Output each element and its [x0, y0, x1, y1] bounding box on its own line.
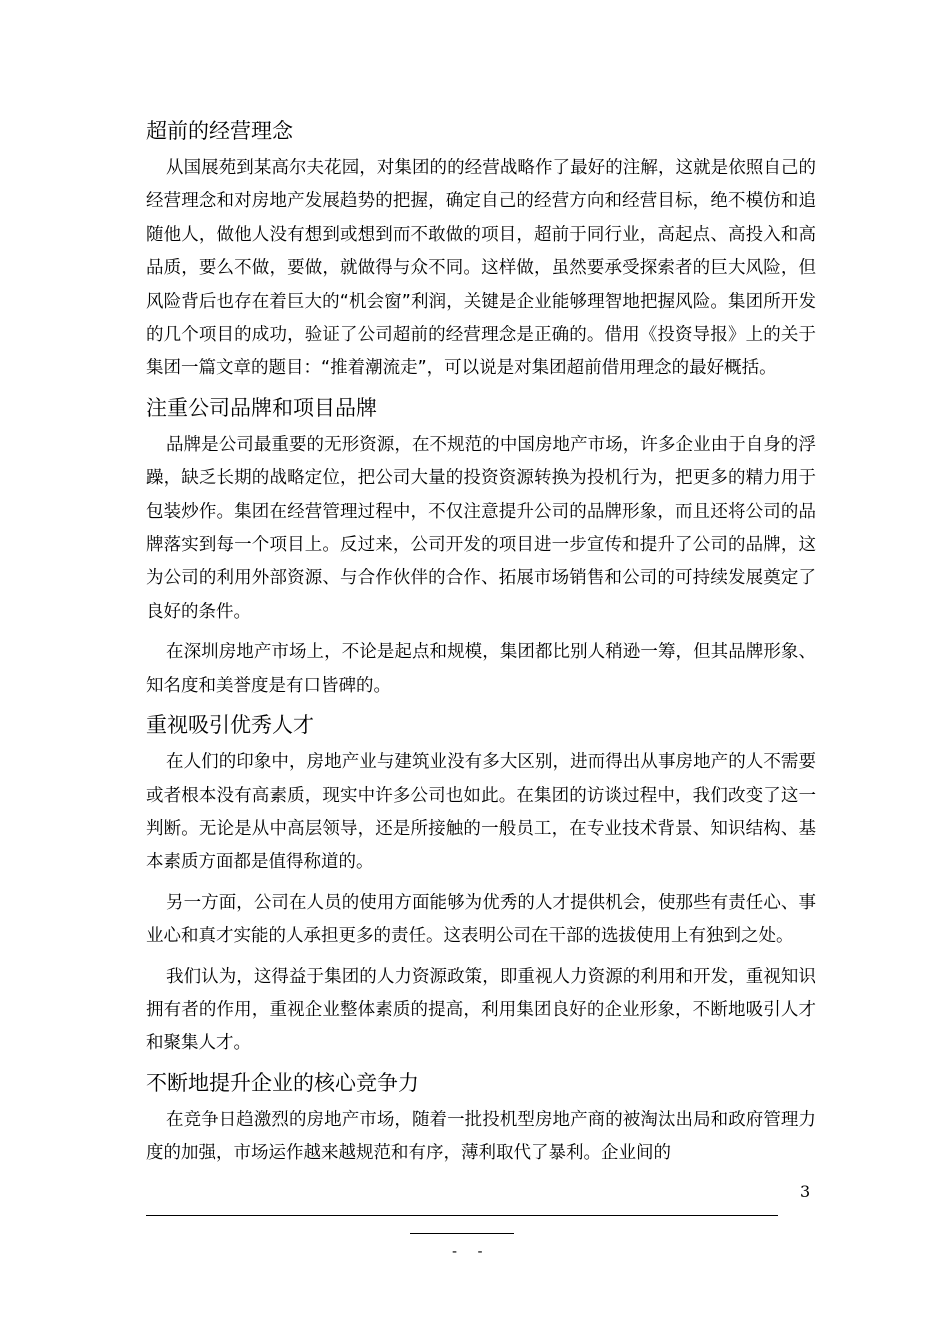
paragraph: 我们认为，这得益于集团的人力资源政策，即重视人力资源的利用和开发，重视知识拥有者的作用，重视企业整体素质的提高，利用集团良好的企业形象，不断地吸引人才和聚集人才。: [146, 966, 816, 1054]
paragraph: 品牌是公司最重要的无形资源，在不规范的中国房地产市场，许多企业由于自身的浮躁，缺乏长期的战略定位，把公司大量的投资资源转换为投机行为，把更多的精力用于包装炒作。集团在经营管理过程中，不仅注意提升公司的品牌形象，而且还将公司的品牌落实到每一个项目上。反过来，公司开发的项目进一步宣传和提升了公司的品牌，这为公司的利用外部资源、与合作伙伴的合作、拓展市场销售和公司的可持续发展奠定了良好的条件。: [146, 434, 816, 622]
section-heading: 超前的经营理念: [146, 119, 293, 143]
footer-short-divider: [410, 1233, 514, 1234]
paragraph: 在竞争日趋激烈的房地产市场，随着一批投机型房地产商的被淘汰出局和政府管理力度的加强，市场运作越来越规范和有序，薄利取代了暴利。企业间的: [146, 1109, 816, 1164]
section-core-competence: [146, 1068, 816, 1171]
section-heading: 不断地提升企业的核心竞争力: [146, 1070, 419, 1095]
paragraph: 在深圳房地产市场上，不论是起点和规模，集团都比别人稍逊一筹，但其品牌形象、知名度和美誉度是有口皆碑的。: [146, 642, 816, 696]
document-body: [146, 116, 816, 1178]
paragraph: 从国展苑到某高尔夫花园，对集团的的经营战略作了最好的注解，这就是依照自己的经营理念和对房地产发展趋势的把握，确定自己的经营方向和经营目标，绝不模仿和追随他人，做他人没有想到或想到而不敢做的项目，超前于同行业，高起点、高投入和高品质，要么不做，要做，就做得与众不同。这样做，虽然要承受探索者的巨大风险，但风险背后也存在着巨大的“机会窗”利润，关键是企业能够理智地把握风险。集团所开发的几个项目的成功，验证了公司超前的经营理念是正确的。借用《投资导报》上的关于集团一篇文章的题目：“推着潮流走”，可以说是对集团超前借用理念的最好概括。: [146, 158, 816, 379]
footer-dashes: - -: [452, 1244, 491, 1260]
footer-divider: [146, 1215, 778, 1216]
section-heading: 注重公司品牌和项目品牌: [146, 395, 377, 420]
section-talent: [146, 710, 816, 1061]
section-business-philosophy: [146, 116, 816, 386]
section-brand: [146, 393, 816, 703]
paragraph: 在人们的印象中，房地产业与建筑业没有多大区别，进而得出从事房地产的人不需要或者根本没有高素质，现实中许多公司也如此。在集团的访谈过程中，我们改变了这一判断。无论是从中高层领导，还是所接触的一般员工，在专业技术背景、知识结构、基本素质方面都是值得称道的。: [146, 752, 816, 873]
paragraph: 另一方面，公司在人员的使用方面能够为优秀的人才提供机会，使那些有责任心、事业心和真才实能的人承担更多的责任。这表明公司在干部的选拔使用上有独到之处。: [146, 892, 816, 947]
page-number: 3: [800, 1182, 811, 1201]
section-heading: 重视吸引优秀人才: [146, 713, 314, 738]
